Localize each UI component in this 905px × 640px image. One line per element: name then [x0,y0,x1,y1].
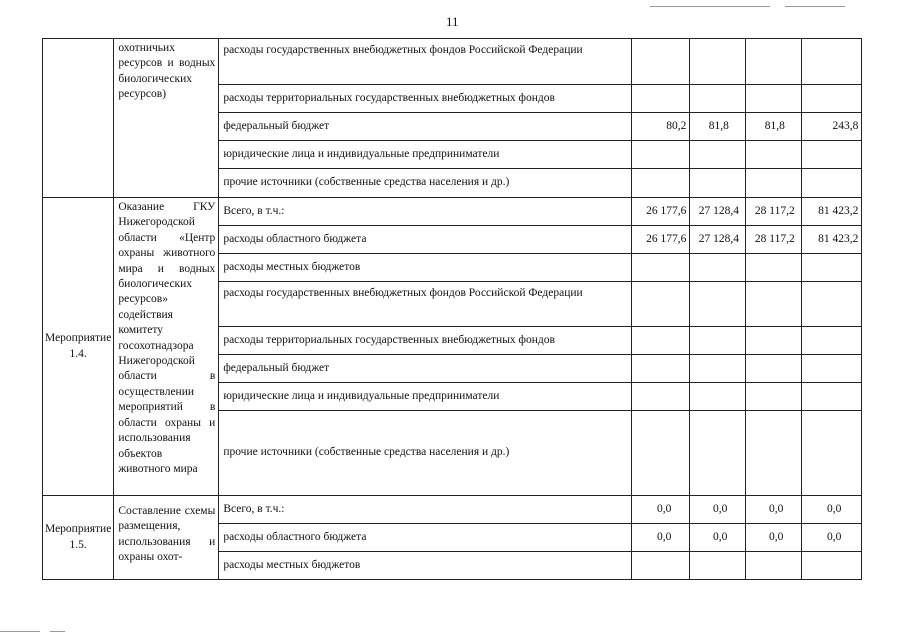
value-cell [690,282,746,327]
value-cell [690,552,746,580]
top-rule-far-right [785,6,845,7]
value-cell [802,85,862,113]
value-cell: 28 117,2 [746,226,802,254]
value-cell [690,383,746,411]
value-cell: 0,0 [690,524,746,552]
value-cell [690,254,746,282]
value-cell [802,254,862,282]
value-cell: 81,8 [690,113,746,141]
value-cell [632,355,690,383]
value-cell [746,141,802,169]
value-cell [802,552,862,580]
value-cell [690,411,746,496]
value-cell: 243,8 [802,113,862,141]
value-cell: 27 128,4 [690,226,746,254]
value-cell: 81 423,2 [802,226,862,254]
funding-source: расходы территориальных государственных внебюджетных фондов [219,327,632,355]
value-cell [690,169,746,198]
value-cell [746,282,802,327]
value-cell [690,355,746,383]
funding-source: федеральный бюджет [219,113,632,141]
value-cell [632,282,690,327]
financing-table [42,38,862,580]
table-row [43,39,862,85]
value-cell: 0,0 [632,496,690,524]
value-cell [746,39,802,85]
funding-source: Всего, в т.ч.: [219,496,632,524]
value-cell [746,552,802,580]
value-cell [632,254,690,282]
funding-source: расходы областного бюджета [219,524,632,552]
measure-cell: Мероприятие 1.4. [43,198,114,496]
value-cell [802,383,862,411]
bottom-rule-left-2 [50,631,65,632]
measure-cell: Мероприятие 1.5. [43,496,114,580]
value-cell [802,169,862,198]
funding-source: юридические лица и индивидуальные предприниматели [219,383,632,411]
value-cell [802,327,862,355]
value-cell [802,355,862,383]
table-row [43,198,862,226]
value-cell [632,327,690,355]
value-cell [802,39,862,85]
funding-source: юридические лица и индивидуальные предприниматели [219,141,632,169]
measure-description: Оказание ГКУ Нижегородской области «Центр охраны животного мира и водных биологических ресурсов» содействия комитету госохотнадзора Нижегородской области в осуществлении мероприятий в области охраны и использования объектов животного мира [114,198,219,496]
value-cell [802,141,862,169]
value-cell: 28 117,2 [746,198,802,226]
value-cell [632,169,690,198]
funding-source: Всего, в т.ч.: [219,198,632,226]
value-cell: 26 177,6 [632,198,690,226]
bottom-rule-left [0,631,40,632]
value-cell [632,552,690,580]
value-cell [746,383,802,411]
table-row [43,496,862,524]
funding-source: прочие источники (собственные средства населения и др.) [219,411,632,496]
value-cell [802,282,862,327]
funding-source: расходы государственных внебюджетных фондов Российской Федерации [219,39,632,85]
value-cell: 26 177,6 [632,226,690,254]
measure-description: Составление схемы размещения, использования и охраны охот- [114,496,219,580]
value-cell [802,411,862,496]
value-cell: 80,2 [632,113,690,141]
value-cell [632,85,690,113]
value-cell [690,85,746,113]
value-cell [746,411,802,496]
value-cell [690,39,746,85]
value-cell [690,327,746,355]
value-cell: 81 423,2 [802,198,862,226]
value-cell [690,141,746,169]
measure-description: охотничьих ресурсов и водных биологических ресурсов) [114,39,219,198]
value-cell [632,411,690,496]
value-cell [746,254,802,282]
funding-source: расходы областного бюджета [219,226,632,254]
value-cell [632,141,690,169]
funding-source: прочие источники (собственные средства населения и др.) [219,169,632,198]
value-cell: 0,0 [802,524,862,552]
value-cell [746,169,802,198]
value-cell [746,85,802,113]
measure-cell [43,39,114,198]
value-cell: 0,0 [802,496,862,524]
funding-source: расходы государственных внебюджетных фондов Российской Федерации [219,282,632,327]
value-cell [632,39,690,85]
top-rule-right [650,6,770,7]
value-cell: 27 128,4 [690,198,746,226]
value-cell: 0,0 [746,524,802,552]
value-cell: 81,8 [746,113,802,141]
value-cell [746,355,802,383]
funding-source: расходы местных бюджетов [219,552,632,580]
funding-source: расходы местных бюджетов [219,254,632,282]
value-cell: 0,0 [690,496,746,524]
page-number: 11 [446,14,459,29]
funding-source: федеральный бюджет [219,355,632,383]
funding-source: расходы территориальных государственных внебюджетных фондов [219,85,632,113]
value-cell [746,327,802,355]
value-cell: 0,0 [632,524,690,552]
value-cell: 0,0 [746,496,802,524]
value-cell [632,383,690,411]
